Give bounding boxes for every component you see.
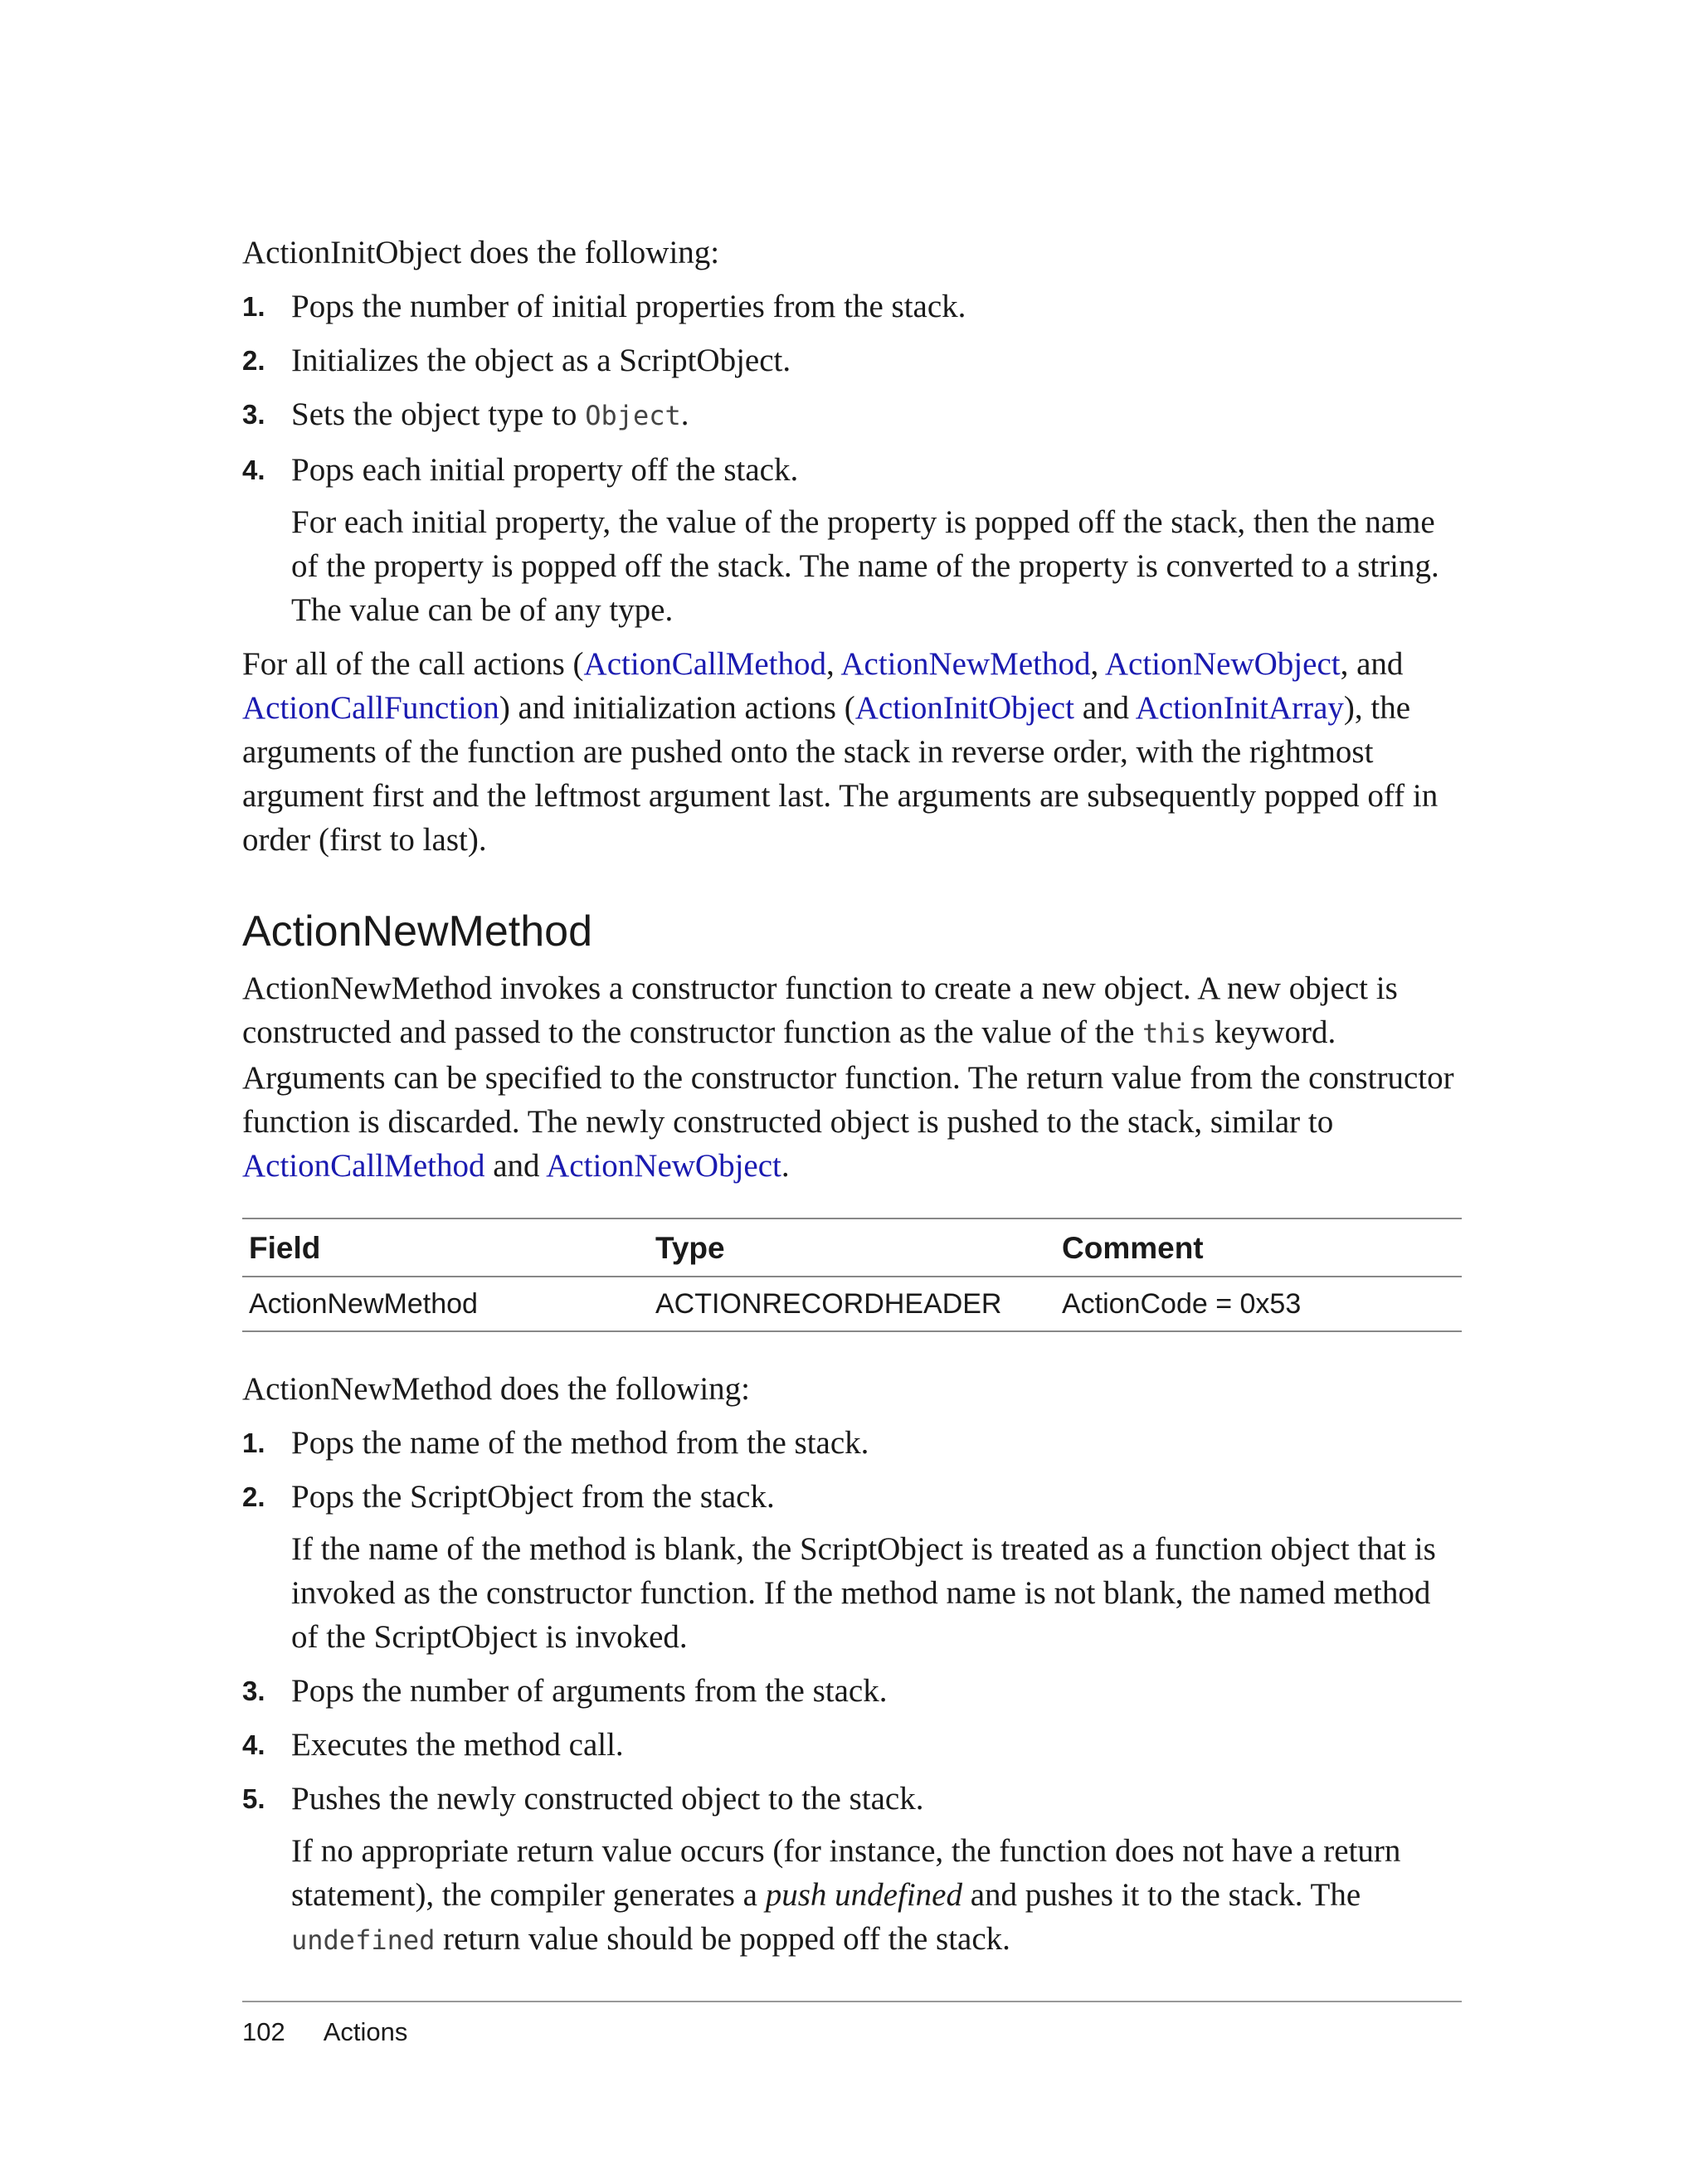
text-run: return value should be popped off the stack. [435,1921,1010,1957]
step-text: Executes the method call. [291,1727,624,1763]
text-run: . [781,1148,790,1184]
list-item [242,1669,1462,1713]
call-actions-paragraph [242,642,1462,862]
new-method-intro: ActionNewMethod does the following: [242,1371,750,1407]
text-run: For all of the call actions ( [242,646,584,682]
step-text: Pops the ScriptObject from the stack. [291,1479,775,1515]
text-run: and [1073,690,1136,726]
link-action-call-function[interactable]: ActionCallFunction [242,690,499,726]
link-action-init-array[interactable]: ActionInitArray [1135,690,1344,726]
step5-detail [242,1829,1462,1963]
list-item [242,1723,1462,1767]
list-item [242,448,1462,492]
text-run: If no appropriate return value occurs (for instance, the function does not have a return statement), the compiler generates a [291,1833,1401,1913]
text-run: , [826,646,841,682]
new-method-steps-continued [242,1669,1462,1821]
code-object: Object [585,400,681,431]
link-action-new-object[interactable]: ActionNewObject [1104,646,1341,682]
link-action-init-object[interactable]: ActionInitObject [854,690,1074,726]
link-action-call-method[interactable]: ActionCallMethod [242,1148,485,1184]
column-header-field: Field [242,1218,649,1277]
step-number: 2. [242,345,265,376]
list-item [242,285,1462,328]
step-number: 3. [242,1676,265,1706]
list-item [242,338,1462,382]
list-item [242,1421,1462,1465]
text-run: ActionNewMethod invokes a constructor function to create a new object. A new object is constructed and passed to the constructor function as the value of the [242,970,1398,1050]
link-action-new-method[interactable]: ActionNewMethod [840,646,1091,682]
table-cell-type: ACTIONRECORDHEADER [649,1277,1055,1331]
text-run: keyword. Arguments can be specified to the constructor function. The return value from the constructor function is discarded. The newly constructed object is pushed to the stack, similar to [242,1014,1454,1140]
step-number: 4. [242,1729,265,1760]
footer-section-title: Actions [323,2017,408,2046]
text-run: , [1090,646,1105,682]
page-footer [242,2001,1462,2047]
step2-detail: If the name of the method is blank, the ScriptObject is treated as a function object that is invoked as the constructor function. If the method name is not blank, the named method of the ScriptObject is invoked. [291,1531,1436,1655]
link-action-new-object[interactable]: ActionNewObject [546,1148,781,1184]
link-action-call-method[interactable]: ActionCallMethod [583,646,827,682]
text-run: , and [1340,646,1404,682]
table-row [242,1277,1462,1331]
step-number: 5. [242,1783,265,1814]
step-text: Pushes the newly constructed object to the stack. [291,1781,924,1817]
text-run: and [484,1148,547,1184]
step-text: Sets the object type to [291,396,586,432]
new-method-description [242,966,1462,1188]
list-item [242,1777,1462,1821]
step-text: Pops each initial property off the stack. [291,452,799,488]
document-page [242,231,1462,1972]
list-item [242,392,1462,438]
table-cell-comment: ActionCode = 0x53 [1055,1277,1462,1331]
column-header-type: Type [649,1218,1055,1277]
table-cell-field: ActionNewMethod [242,1277,649,1331]
section-heading: ActionNewMethod [242,907,592,956]
step-number: 3. [242,399,265,430]
step-text: Initializes the object as a ScriptObject. [291,343,791,378]
text-run: and pushes it to the stack. The [961,1877,1361,1913]
step-text: Pops the name of the method from the stack. [291,1425,869,1461]
emphasis-push-undefined: push undefined [765,1877,962,1913]
init-object-intro: ActionInitObject does the following: [242,235,720,270]
record-table [242,1218,1462,1332]
list-item [242,1475,1462,1519]
table-header-row [242,1218,1462,1277]
column-header-comment: Comment [1055,1218,1462,1277]
step-number: 1. [242,1428,265,1458]
step4-detail: For each initial property, the value of the property is popped off the stack, then the name of the property is popped off the stack. The name of the property is converted to a string. The value can be of any type. [291,504,1439,628]
step-text: Pops the number of initial properties from the stack. [291,289,966,324]
step-number: 4. [242,455,265,485]
step-number: 2. [242,1481,265,1512]
code-undefined: undefined [291,1924,436,1956]
text-run: ), the arguments of the function are pushed onto the stack in reverse order, with the rightmost argument first and the leftmost argument last. The arguments are subsequently popped off in order (first to last). [242,690,1439,858]
step-number: 1. [242,291,265,322]
init-object-steps [242,285,1462,492]
code-this: this [1142,1018,1207,1049]
text-run: ) and initialization actions ( [499,690,855,726]
page-number: 102 [242,2017,285,2046]
step-text: Pops the number of arguments from the stack. [291,1673,888,1709]
step-text-end: . [680,396,689,432]
new-method-steps [242,1421,1462,1519]
